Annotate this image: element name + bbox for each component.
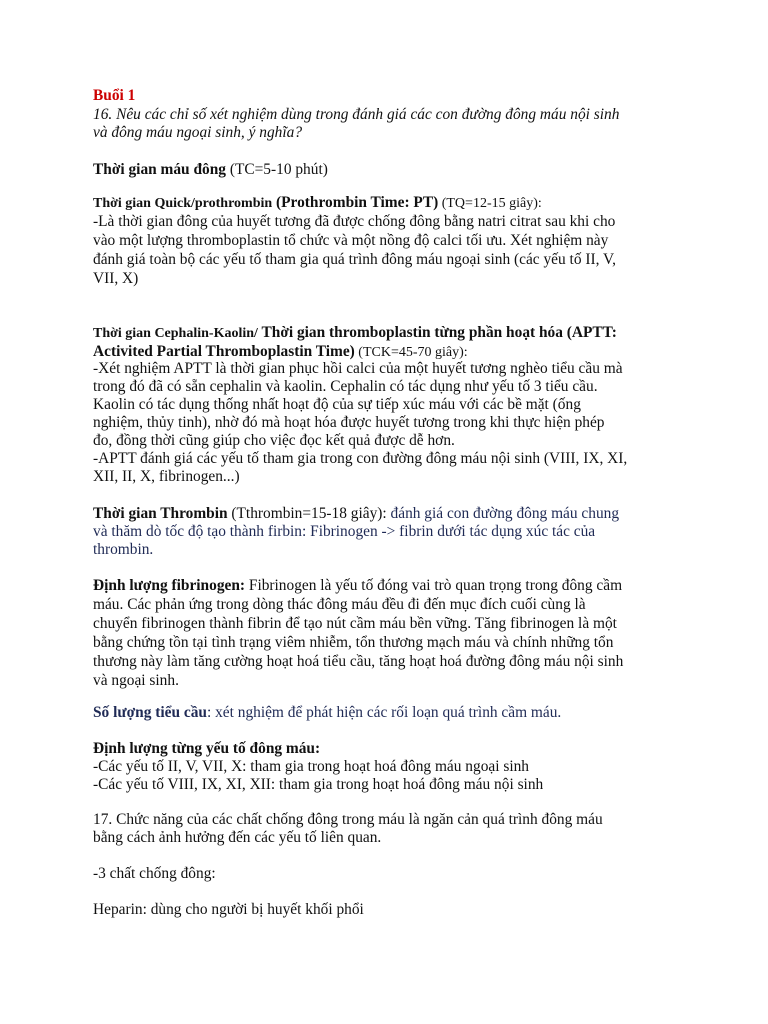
clotting-time-paragraph bbox=[93, 161, 328, 179]
aptt-line-1: -Xét nghiệm APTT là thời gian phục hồi calci của một huyết tương nghèo tiểu cầu mà bbox=[93, 360, 623, 377]
question-17-line-1: 17. Chức năng của các chất chống đông trong máu là ngăn cản quá trình đông máu bbox=[93, 811, 603, 828]
fibrinogen-line-6: và ngoại sinh. bbox=[93, 672, 179, 689]
thrombin-time-line-3: thrombin. bbox=[93, 541, 154, 558]
clotting-time-label: Thời gian máu đông bbox=[93, 161, 226, 178]
aptt-reference: (TCK=45-70 giây): bbox=[354, 345, 468, 360]
fibrinogen-line-3: chuyển fibrinogen thành fibrin để tạo nút cầm máu bền vững. Tăng fibrinogen là một bbox=[93, 615, 617, 632]
fibrinogen-first-line: Fibrinogen là yếu tố đóng vai trò quan trọng trong đông cầm bbox=[245, 577, 623, 594]
aptt-line-6: -APTT đánh giá các yếu tố tham gia trong con đường đông máu nội sinh (VIII, IX, XI, bbox=[93, 450, 628, 467]
aptt-line-3: Kaolin có tác dụng thống nhất hoạt độ của sự tiếp xúc máu với các bề mặt (ống bbox=[93, 396, 581, 413]
fibrinogen-label: Định lượng fibrinogen: bbox=[93, 577, 246, 594]
pt-line-4: VII, X) bbox=[93, 270, 139, 287]
factor-assay-label: Định lượng từng yếu tố đông máu: bbox=[93, 740, 321, 757]
platelet-count-paragraph bbox=[93, 704, 561, 722]
platelet-count-desc: : xét nghiệm để phát hiện các rối loạn quá trình cầm máu. bbox=[206, 704, 562, 721]
aptt-heading-a: Thời gian Cephalin-Kaolin/ bbox=[93, 326, 258, 341]
aptt-line-4: nghiệm, thủy tinh), nhờ đó mà hoạt hóa được huyết tương trong khi thực hiện phép bbox=[93, 414, 605, 431]
fibrinogen-line-5: thương này làm tăng cường hoạt hoá tiểu cầu, tăng hoạt hoá đường đông máu nội sinh bbox=[93, 653, 624, 670]
aptt-heading bbox=[93, 324, 617, 343]
thrombin-time-label: Thời gian Thrombin bbox=[93, 505, 228, 522]
aptt-heading-c: Activited Partial Thromboplastin Time) bbox=[93, 343, 355, 360]
pt-heading-b: (Prothrombin Time: PT) bbox=[272, 194, 439, 211]
platelet-count-label: Số lượng tiểu cầu bbox=[93, 704, 207, 721]
anticoagulants-line: -3 chất chống đông: bbox=[93, 865, 216, 882]
factor-assay-line-2: -Các yếu tố VIII, IX, XI, XII: tham gia trong hoạt hoá đông máu nội sinh bbox=[93, 776, 544, 793]
pt-line-1: -Là thời gian đông của huyết tương đã được chống đông bằng natri citrat sau khi cho bbox=[93, 213, 616, 230]
thrombin-time-reference: (Tthrombin=15-18 giây): bbox=[227, 505, 391, 522]
pt-heading-a: Thời gian Quick/prothrombin bbox=[93, 196, 273, 211]
fibrinogen-line-4: bằng chứng tồn tại tình trạng viêm nhiễm, tổn thương mạch máu và chính những tổn bbox=[93, 634, 614, 651]
aptt-line-2: trong đó đã có sẵn cephalin và kaolin. Cephalin có tác dụng như yếu tố 3 tiểu cầu. bbox=[93, 378, 598, 395]
aptt-line-7: XII, II, X, fibrinogen...) bbox=[93, 468, 240, 485]
pt-line-3: đánh giá toàn bộ các yếu tố tham gia quá trình đông máu ngoại sinh (các yếu tố II, V, bbox=[93, 251, 617, 268]
heparin-line: Heparin: dùng cho người bị huyết khối phổi bbox=[93, 901, 364, 918]
clotting-time-value: (TC=5-10 phút) bbox=[225, 161, 328, 178]
pt-reference: (TQ=12-15 giây): bbox=[438, 196, 542, 211]
session-title: Buổi 1 bbox=[93, 87, 136, 104]
thrombin-time-line-2: và thăm dò tốc độ tạo thành firbin: Fibrinogen -> fibrin dưới tác dụng xúc tác của bbox=[93, 523, 596, 540]
question-16-line-1: 16. Nêu các chỉ số xét nghiệm dùng trong đánh giá các con đường đông máu nội sinh bbox=[93, 106, 620, 123]
thrombin-time-paragraph bbox=[93, 505, 619, 523]
pt-line-2: vào một lượng thromboplastin tổ chức và một nồng độ calci tối ưu. Xét nghiệm này bbox=[93, 232, 609, 249]
aptt-heading-b: Thời gian thromboplastin từng phần hoạt hóa (APTT: bbox=[257, 324, 617, 341]
fibrinogen-paragraph bbox=[93, 577, 622, 595]
thrombin-time-desc: đánh giá con đường đông máu chung bbox=[390, 505, 620, 522]
fibrinogen-line-2: máu. Các phản ứng trong dòng thác đông máu đều đi đến mục đích cuối cùng là bbox=[93, 596, 586, 613]
pt-heading bbox=[93, 194, 542, 213]
question-16-line-2: và đông máu ngoại sinh, ý nghĩa? bbox=[93, 124, 303, 141]
question-17-line-2: bằng cách ảnh hưởng đến các yếu tố liên quan. bbox=[93, 829, 382, 846]
aptt-line-5: đo, đồng thời cũng giúp cho việc đọc kết quả được dễ hơn. bbox=[93, 432, 455, 449]
factor-assay-line-1: -Các yếu tố II, V, VII, X: tham gia trong hoạt hoá đông máu ngoại sinh bbox=[93, 758, 529, 775]
